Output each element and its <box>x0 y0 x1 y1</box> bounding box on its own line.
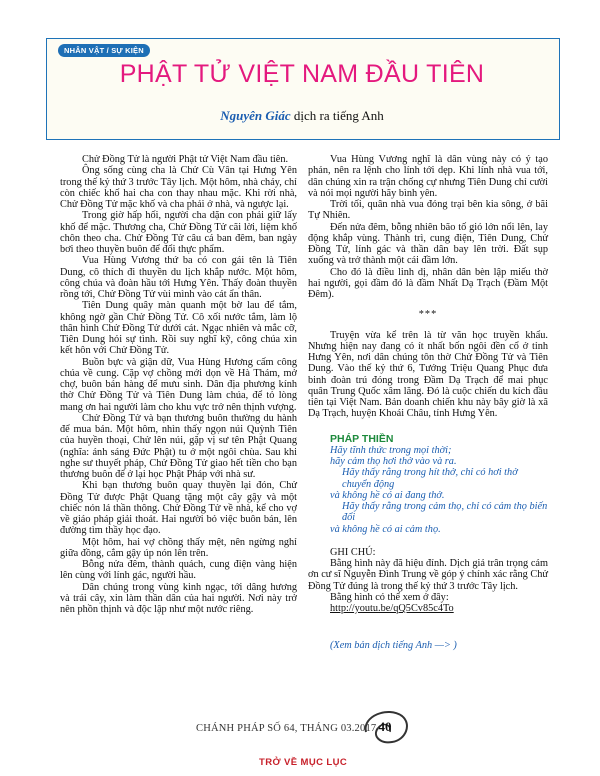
publication-footer: CHÁNH PHÁP SỐ 64, THÁNG 03.2017 <box>196 723 377 734</box>
poem <box>308 445 548 535</box>
paragraph: Chử Đồng Tử là người Phật tử Việt Nam đầu tiên. <box>82 154 289 165</box>
poem-line: và không hề có ai cảm thọ. <box>330 523 441 535</box>
section-separator: *** <box>418 309 438 321</box>
paragraph: Bỗng nửa đêm, thành quách, cung điện vàng hiện lên cùng với lính gác, người hầu. <box>60 559 297 582</box>
translator-note: dịch ra tiếng Anh <box>293 108 384 123</box>
paragraph: Vua Hùng Vương nghĩ là dân vùng này có ý tạo phản, nên ra lệnh cho lính tới dẹp. Khi lính nhà vua tới, dân chúng xin ra trận chống cự nhưng Tiên Dung chỉ cười và nói mọi người hãy bình yên. <box>308 154 548 199</box>
right-column <box>308 154 548 652</box>
paragraph: Chử Đồng Tử và bạn thương buôn thường du hành để mua bán. Một hôm, nhìn thấy ngọn núi Quỳnh Tiên của huyền thoại, Chử lên núi, gặp vị sư tên Phật Quang (nghĩa: ánh sáng Đức Phật) tu ở một ngôi chùa. Sau khi nghe sư thuyết pháp, Chử Đồng Tử giao hết tiền cho bạn thương buôn để ở lại học Phật Pháp với nhà sư. <box>60 412 297 480</box>
poem-line: Hãy tĩnh thức trong mọi thời; <box>330 444 452 456</box>
note-text: Bằng hình này đã hiệu đính. Dịch giả trân trọng cám ơn cư sĩ Nguyễn Đình Trung về góp ý chính xác rằng Chử Đồng Tử đúng là trong thế kỷ thứ 3 trước Tây lịch. <box>308 558 548 592</box>
english-version-link[interactable]: (Xem bản dịch tiếng Anh —> ) <box>330 640 457 652</box>
paragraph: Buồn bực và giận dữ, Vua Hùng Hương cấm công chúa về cung. Cặp vợ chồng mới dọn về Hà Thám, mở chợ, buôn bán hàng để mưu sinh. Dân địa phương kính thờ Chử Đồng Tử và Tiên Dung làm chúa, để tỏ lòng mang ơn hai người làm cho khu vực trở nên thịnh vượng. <box>60 356 297 413</box>
back-to-contents-link[interactable]: TRỞ VỀ MỤC LỤC <box>259 757 348 768</box>
paragraph: Đến nửa đêm, bỗng nhiên bão tố gió lớn nổi lên, lay động khắp vùng. Thành trì, cung điện, Tiên Dung, Chử Đồng Tử, lính gác và thần dân bay lên trời. Đất sụp xuống và trở thành một cái đầm lớn. <box>308 221 548 267</box>
paragraph: Ông sống cùng cha là Chử Cù Vân tại Hưng Yên trong thế kỷ thứ 3 trước Tây lịch. Một hôm, nhà cháy, chỉ còn chiếc khố hai cha con thay nhau mặc. Khi rời nhà, Chử Đồng Tử mặc khố và cha phải ở nhà, và ngược lại. <box>60 165 297 210</box>
paragraph: Trời tối, quân nhà vua đóng trại bên kia sông, ở bãi Tự Nhiên. <box>308 199 548 222</box>
category-tag: NHÂN VẬT / SỰ KIỆN <box>58 44 150 57</box>
left-column <box>60 154 297 615</box>
poem-line: và không hề có ai đang thở. <box>330 489 445 501</box>
video-link[interactable]: http://youtu.be/qQ5Cv85c4To <box>330 603 454 614</box>
paragraph: Trong giờ hấp hối, người cha dặn con phải giữ lấy khố để mặc. Thương cha, Chử Đồng Tử cãi lời, liệm khố chôn theo cha. Chử Đồng Tử câu cá ban đêm, ban ngày bơi theo thuyền buôn để đổi thực phẩm. <box>60 210 297 255</box>
paragraph: Khi bạn thương buôn quay thuyền lại đón, Chử Đồng Tử được Phật Quang tặng một cây gậy và một chiếc nón lá thần thông. Chử Đồng Tử về nhà, kể cho vợ về giáo pháp giải thoát. Hai người bỏ việc buôn bán, lên đường tìm thầy học đạo. <box>60 480 297 537</box>
paragraph: Truyện vừa kể trên là từ văn học truyền khẩu. Nhưng hiện nay đang có ít nhất bốn ngôi đền cổ ở tỉnh Hưng Yên, nơi dân chúng tôn thờ Chử Đồng Tử và Tiên Dung. Vào thế kỷ thứ 6, Tướng Triệu Quang Phục đưa binh đoàn trú đóng trong Đầm Dạ Trạch để mai phục quân Trung Quốc xâm lăng. Đó là cuộc chiến du kích đầu tiên tại Việt Nam. Bản doanh chiến khu này bây giờ là xã Dạ Trạch, huyện Khoái Châu, tỉnh Hưng Yên. <box>308 329 548 420</box>
paragraph: Vua Hùng Vương thứ ba có con gái tên là Tiên Dung, cô thích đi thuyền du lịch khắp nước. Một hôm, công chúa và đoàn hầu tới Hưng Yên. Thấy đoàn thuyền rồng tới, Chử Đồng Tử vùi mình vào cát ẩn thân. <box>60 255 297 300</box>
author-name: Nguyên Giác <box>220 108 291 123</box>
video-label: Bằng hình có thể xem ở đây: <box>330 591 449 603</box>
paragraph: Dân chúng trong vùng kinh ngạc, tới dâng hương và trái cây, xin làm thần dân của hai người. Nơi này trở nên phồn thịnh và độc lập như một nước riêng. <box>60 581 297 615</box>
paragraph: Một hôm, hai vợ chồng thấy mệt, nên ngừng nghỉ giữa đồng, cắm gậy úp nón lên trên. <box>60 536 297 559</box>
poem-line: Hãy thấy rằng trong cảm thọ, chỉ có cảm thọ biến đổi <box>342 501 548 524</box>
article-title: PHẬT TỬ VIỆT NAM ĐẦU TIÊN <box>119 60 485 88</box>
poem-title: PHÁP THIỀN <box>330 432 394 445</box>
paragraph: Cho đó là điều linh dị, nhân dân bèn lập miếu thờ hai người, gọi đầm đó là đầm Nhất Dạ Trạch (Đầm Một Đêm). <box>308 266 548 300</box>
poem-line: hãy cảm thọ hơi thở vào và ra. <box>330 456 457 467</box>
byline <box>46 108 558 124</box>
paragraph: Tiên Dung quây màn quanh một bờ lau để tắm, không ngờ gần Chử Đồng Tử. Cô xối nước tắm, làm lộ thân hình Chử Đồng Tử dưới cát. Ngạc nhiên và mắc cỡ, Tiên Dung hỏi sự tình. Rồi suy nghĩ kỹ, công chúa xin kết hôn với Chử Đồng Tử. <box>60 300 297 357</box>
note-title: GHI CHÚ: <box>330 546 376 558</box>
page-number: 40 <box>378 719 392 734</box>
poem-line: Hãy thấy rằng trong hít thở, chỉ có hơi thở chuyển động <box>342 467 518 490</box>
